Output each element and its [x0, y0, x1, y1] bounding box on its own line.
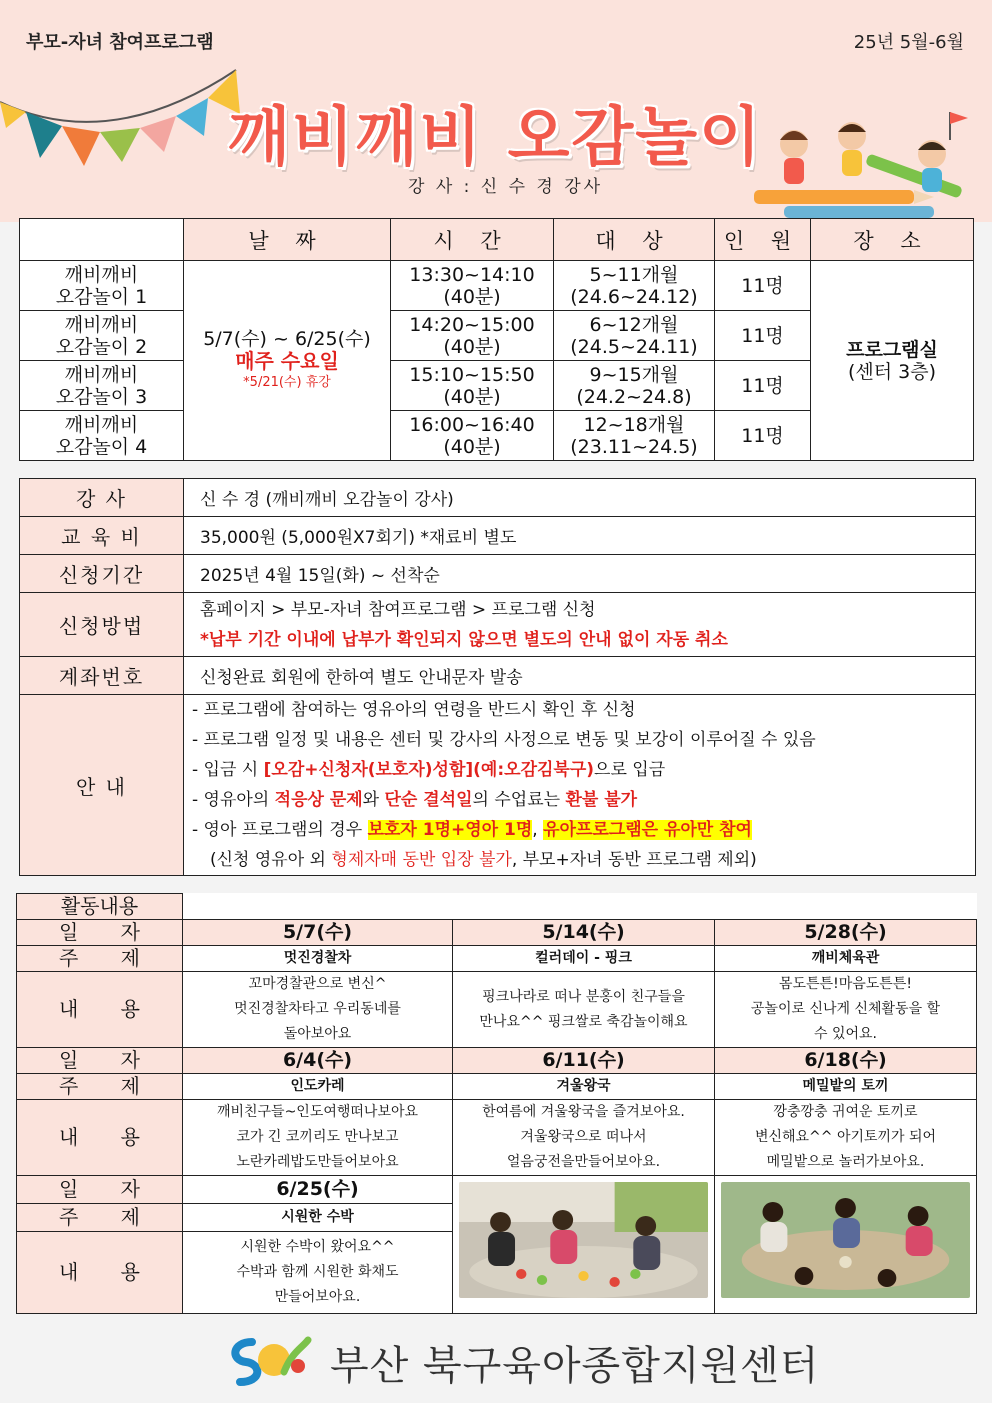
activity-theme-row — [17, 946, 977, 972]
session-target: 5~11개월 (24.6~24.12) — [554, 261, 715, 311]
session-name: 깨비깨비 오감놀이 4 — [20, 411, 184, 461]
class-photo-1 — [459, 1182, 708, 1298]
session-time: 15:10~15:50 (40분) — [391, 361, 554, 411]
notice-line: (신청 영유아 외 형제자매 동반 입장 불가, 부모+자녀 동반 프로그램 제외) — [210, 850, 757, 870]
instructor-label: 강 사 — [20, 479, 184, 517]
activity-date-row — [17, 920, 977, 946]
schedule-table — [19, 218, 974, 461]
place-name: 프로그램실 — [846, 338, 938, 361]
activity-date-row — [17, 1048, 977, 1074]
activity-content: 몸도튼튼!마음도튼튼! 공놀이로 신나게 신체활동을 할 수 있어요. — [715, 972, 977, 1048]
notice-label: 안 내 — [20, 695, 184, 876]
notice-cell — [184, 695, 976, 876]
activity-date-row — [17, 1176, 977, 1204]
schedule-header-blank — [20, 219, 184, 261]
activity-theme: 멋진경찰차 — [183, 946, 453, 972]
notice-line: - 입금 시 [오감+신청자(보호자)성함](예:오감김북구)으로 입금 — [192, 760, 666, 780]
theme-label: 주 제 — [17, 1074, 183, 1100]
date-label: 일 자 — [17, 920, 183, 946]
apply-method-cell — [184, 593, 976, 657]
activity-theme: 겨울왕국 — [453, 1074, 715, 1100]
session-time: 16:00~16:40 (40분) — [391, 411, 554, 461]
info-row-notice — [20, 695, 976, 876]
activity-theme-row — [17, 1074, 977, 1100]
bunting-flags-illustration — [0, 62, 240, 182]
info-row-apply-period — [20, 555, 976, 593]
activity-section-label: 활동내용 — [17, 894, 183, 920]
schedule-header-row — [20, 219, 974, 261]
apply-method-value: 홈페이지 > 부모-자녀 참여프로그램 > 프로그램 신청 — [200, 599, 596, 620]
session-count: 11명 — [715, 361, 811, 411]
activity-theme: 인도카레 — [183, 1074, 453, 1100]
activity-content-row — [17, 972, 977, 1048]
date-label: 일 자 — [17, 1176, 183, 1204]
content-label: 내 용 — [17, 1232, 183, 1314]
place-floor: (센터 3층) — [847, 360, 936, 383]
activity-date: 5/28(수) — [715, 920, 977, 946]
session-name: 깨비깨비 오감놀이 1 — [20, 261, 184, 311]
activity-date: 5/14(수) — [453, 920, 715, 946]
center-name: 부산 북구육아종합지원센터 — [330, 1343, 820, 1389]
activity-section-row — [17, 894, 977, 920]
activity-date: 6/18(수) — [715, 1048, 977, 1074]
activity-date: 6/11(수) — [453, 1048, 715, 1074]
activity-table — [16, 893, 977, 1314]
activity-photo-cell — [453, 1176, 715, 1314]
header-band — [0, 0, 992, 222]
session-target: 12~18개월 (23.11~24.5) — [554, 411, 715, 461]
activity-date: 5/7(수) — [183, 920, 453, 946]
activity-content: 핑크나라로 떠나 분홍이 친구들을 만나요^^ 핑크쌀로 축감놀이해요 — [453, 972, 715, 1048]
children-illustration — [754, 110, 974, 222]
session-count: 11명 — [715, 261, 811, 311]
schedule-header-place: 장 소 — [811, 219, 974, 261]
theme-label: 주 제 — [17, 946, 183, 972]
activity-theme: 메밀밭의 토끼 — [715, 1074, 977, 1100]
info-row-instructor — [20, 479, 976, 517]
schedule-row — [20, 261, 974, 311]
info-table — [19, 478, 976, 876]
activity-content-row — [17, 1100, 977, 1176]
session-name: 깨비깨비 오감놀이 3 — [20, 361, 184, 411]
program-category: 부모-자녀 참여프로그램 — [26, 32, 214, 53]
session-target: 6~12개월 (24.5~24.11) — [554, 311, 715, 361]
schedule-header-count: 인 원 — [715, 219, 811, 261]
main-title: 깨비깨비 오감놀이 — [228, 101, 763, 175]
date-label: 일 자 — [17, 1048, 183, 1074]
session-place — [811, 261, 974, 461]
activity-date: 6/25(수) — [183, 1176, 453, 1204]
session-count: 11명 — [715, 311, 811, 361]
activity-theme: 컬러데이 - 핑크 — [453, 946, 715, 972]
program-period: 25년 5월-6월 — [853, 32, 964, 53]
activity-content: 깨비친구들~인도여행떠나보아요 코가 긴 코끼리도 만나보고 노란카레밥도만들어보아요 — [183, 1100, 453, 1176]
activity-content: 한여름에 겨울왕국을 즐겨보아요. 겨울왕국으로 떠나서 얼음궁전을만들어보아요. — [453, 1100, 715, 1176]
notice-line: - 영아 프로그램의 경우 보호자 1명+영아 1명, 유아프로그램은 유아만 참여 — [192, 820, 752, 840]
fee-label: 교 육 비 — [20, 517, 184, 555]
instructor-value: 신 수 경 (깨비깨비 오감놀이 강사) — [184, 479, 976, 517]
content-label: 내 용 — [17, 1100, 183, 1176]
notice-line: - 프로그램에 참여하는 영유아의 연령을 반드시 확인 후 신청 — [192, 700, 636, 720]
class-photo-2 — [721, 1182, 970, 1298]
info-row-fee — [20, 517, 976, 555]
account-value: 신청완료 회원에 한하여 별도 안내문자 발송 — [184, 657, 976, 695]
schedule-header-target: 대 상 — [554, 219, 715, 261]
theme-label: 주 제 — [17, 1204, 183, 1232]
session-target: 9~15개월 (24.2~24.8) — [554, 361, 715, 411]
activity-date: 6/4(수) — [183, 1048, 453, 1074]
schedule-header-time: 시 간 — [391, 219, 554, 261]
session-time: 14:20~15:00 (40분) — [391, 311, 554, 361]
session-count: 11명 — [715, 411, 811, 461]
activity-content: 꼬마경찰관으로 변신^ 멋진경찰차타고 우리동네를 돌아보아요 — [183, 972, 453, 1048]
activity-theme: 깨비체육관 — [715, 946, 977, 972]
instructor-subtitle: 강 사 : 신 수 경 강사 — [408, 177, 604, 197]
date-closed-note: *5/21(수) 휴강 — [243, 374, 331, 390]
date-weekly: 매주 수요일 — [235, 348, 339, 373]
session-name: 깨비깨비 오감놀이 2 — [20, 311, 184, 361]
activity-photo-cell — [715, 1176, 977, 1314]
info-row-apply-method — [20, 593, 976, 657]
fee-value: 35,000원 (5,000원X7회기) *재료비 별도 — [184, 517, 976, 555]
schedule-header-date: 날 짜 — [184, 219, 391, 261]
apply-period-value: 2025년 4월 15일(화) ~ 선착순 — [184, 555, 976, 593]
content-label: 내 용 — [17, 972, 183, 1048]
activity-content: 시원한 수박이 왔어요^^ 수박과 함께 시원한 화채도 만들어보아요. — [183, 1232, 453, 1314]
notice-line: - 영유아의 적응상 문제와 단순 결석일의 수업료는 환불 불가 — [192, 790, 638, 810]
date-range: 5/7(수) ~ 6/25(수) — [203, 327, 371, 350]
apply-method-label: 신청방법 — [20, 593, 184, 657]
session-dates — [184, 261, 391, 461]
session-time: 13:30~14:10 (40분) — [391, 261, 554, 311]
activity-theme: 시원한 수박 — [183, 1204, 453, 1232]
notice-line: - 프로그램 일정 및 내용은 센터 및 강사의 사정으로 변동 및 보강이 이루어질 수 있음 — [192, 730, 816, 750]
apply-period-label: 신청기간 — [20, 555, 184, 593]
center-logo-icon — [222, 1332, 312, 1388]
apply-method-warning: *납부 기간 이내에 납부가 확인되지 않으면 별도의 안내 없이 자동 취소 — [200, 629, 728, 650]
activity-content: 깡충깡충 귀여운 토끼로 변신해요^^ 아기토끼가 되어 메밀밭으로 놀러가보아요. — [715, 1100, 977, 1176]
info-row-account — [20, 657, 976, 695]
account-label: 계좌번호 — [20, 657, 184, 695]
